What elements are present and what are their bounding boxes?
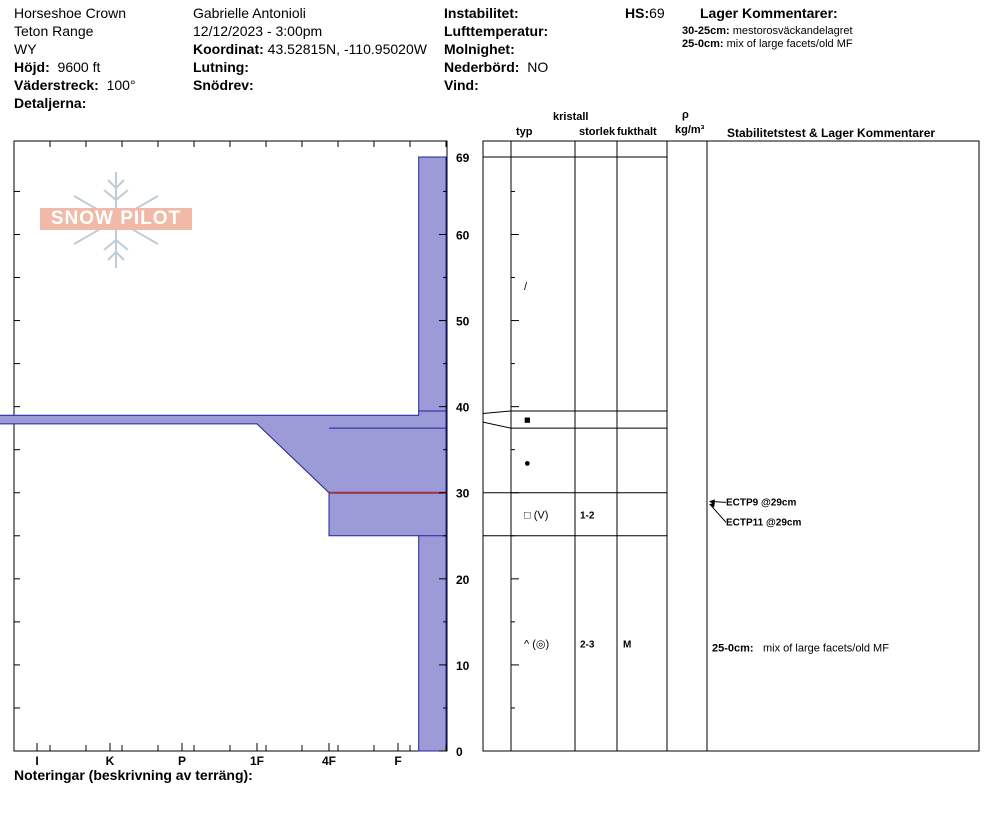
sky-label: Molnighet: [444, 41, 515, 57]
connector-top [483, 411, 511, 414]
height-tick-label: 0 [456, 745, 463, 759]
col-header-density: kg/m³ [675, 124, 705, 136]
grain-type-symbol-1: ■ [524, 414, 531, 427]
grain-type-symbol-2: ● [524, 457, 531, 470]
instability-label: Instabilitet: [444, 5, 519, 21]
layer-comments-title: Lager Kommentarer: [700, 5, 838, 21]
layer-table-frame [483, 141, 979, 751]
elevation-row: Höjd: 9600 ft [14, 59, 101, 75]
hardness-tick-label: I [35, 754, 39, 768]
stability-test-label-0: ECTP9 @29cm [726, 497, 797, 509]
layer-comment-2: 25-0cm: mix of large facets/old MF [682, 38, 853, 50]
state-name: WY [14, 41, 37, 57]
height-tick-label: 10 [456, 658, 470, 673]
coordinates-row: Koordinat: 43.52815N, -110.95020W [193, 41, 427, 57]
height-tick-label: 40 [456, 400, 470, 415]
col-header-rho: ρ [682, 109, 689, 121]
aspect-row: Väderstreck: 100° [14, 77, 136, 93]
hardness-tick-label: F [394, 754, 402, 768]
grain-type-symbol-4: ^ (◎) [524, 638, 550, 651]
grain-type-symbol-0: / [524, 281, 528, 294]
location-name: Horseshoe Crown [14, 5, 127, 21]
stability-test-label-1: ECTP11 @29cm [726, 517, 802, 529]
air-temp-label: Lufttemperatur: [444, 23, 549, 39]
col-header-crystal: kristall [553, 111, 589, 123]
slope-label: Lutning: [193, 59, 249, 75]
hardness-tick-label: 1F [249, 754, 265, 768]
range-name: Teton Range [14, 23, 94, 39]
notes-label: Noteringar (beskrivning av terräng): [14, 767, 253, 783]
hardness-profile-area [0, 157, 446, 751]
comment-text-0: mix of large facets/old MF [763, 642, 889, 655]
height-tick-label: 20 [456, 572, 470, 587]
height-tick-label: 60 [456, 228, 470, 243]
logo-text: SNOW PILOT [40, 208, 192, 230]
hardness-tick-label: P [177, 754, 187, 768]
col-header-size: storlek [579, 126, 616, 138]
observer-name: Gabrielle Antonioli [193, 5, 306, 21]
height-tick-label: 30 [456, 486, 470, 501]
height-tick-label: 50 [456, 314, 470, 329]
layer-comment-1: 30-25cm: mestorosväckandelagret [682, 25, 853, 37]
col-header-stability: Stabilitetstest & Lager Kommentarer [727, 126, 936, 140]
hardness-tick-label: 4F [321, 754, 337, 768]
grain-size-3: 1-2 [580, 510, 595, 522]
grain-size-4: 2-3 [580, 639, 595, 651]
hs-row: HS:69 [625, 5, 665, 21]
stability-test-arrow-1 [710, 504, 726, 522]
connector-bottom [483, 422, 511, 428]
details-label: Detaljerna: [14, 95, 87, 111]
grain-type-symbol-3: □ (V) [524, 509, 549, 522]
precip-row: Nederbörd: NO [444, 59, 549, 75]
col-header-type: typ [516, 126, 533, 138]
wind-label: Vind: [444, 77, 479, 93]
height-tick-label: 69 [456, 151, 470, 165]
date-time: 12/12/2023 - 3:00pm [193, 23, 323, 39]
hardness-tick-label: K [105, 754, 115, 768]
drift-label: Snödrev: [193, 77, 254, 93]
comment-range-0: 25-0cm: [712, 642, 754, 655]
col-header-moisture: fukthalt [617, 126, 657, 138]
moisture-4: M [623, 639, 632, 651]
